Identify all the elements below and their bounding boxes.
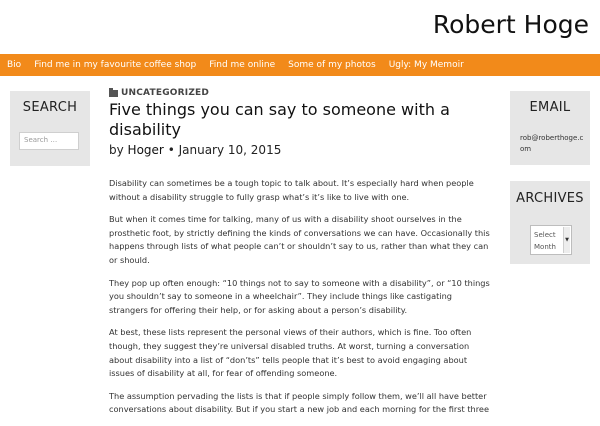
nav-item-coffee-shop[interactable]: Find me in my favourite coffee shop: [34, 60, 197, 70]
post-title: Five things you can say to someone with a disability: [109, 100, 450, 139]
email-widget-title: EMAIL: [529, 100, 571, 115]
post-paragraph: They pop up often enough: “10 things not to say to someone with a disability”, or “10 things you shouldn’t say to someone in a wheelchair”. They include things like castigating strangers for offering their help, or for asking about a person’s disability.: [109, 277, 490, 315]
nav-item-bio[interactable]: Bio: [7, 60, 22, 70]
post-paragraph: At best, these lists represent the personal views of their authors, which is fine. Too often though, they suggest they’re universal disabled truths. At worst, turning a conversation about disability into a list of “don’ts” tells people that it’s best to avoid engaging about issues of disability at all, for fear of offending someone.: [109, 327, 472, 379]
category-link[interactable]: UNCATEGORIZED: [121, 88, 210, 98]
nav-item-photos[interactable]: Some of my photos: [288, 60, 376, 70]
post-paragraph: But when it comes time for talking, many of us with a disability shoot ourselves in the prosthetic foot, by strictly defining the kinds of conversations we can have. Occasionally this happens through lists of what people can’t or shouldn’t say to us, rather than what they can or should.: [109, 214, 490, 265]
archives-widget-title: ARCHIVES: [516, 191, 584, 206]
post-header: [109, 88, 494, 157]
byline-separator: •: [167, 143, 175, 157]
main-nav: [0, 54, 600, 76]
post-paragraph: The assumption pervading the lists is that if people simply follow them, we’ll all have better conversations about disability. But if you start a new job and each morning for the first three: [109, 390, 489, 415]
post-date[interactable]: January 10, 2015: [178, 143, 282, 157]
nav-item-memoir[interactable]: Ugly: My Memoir: [388, 60, 464, 70]
folder-icon: [109, 90, 118, 97]
archive-month-select[interactable]: [530, 225, 572, 255]
archive-select-value: Select Month: [534, 231, 556, 251]
search-widget-title: SEARCH: [22, 100, 78, 115]
site-header: [0, 0, 600, 54]
post-paragraph: Disability can sometimes be a tough topic to talk about. It’s especially hard when people without a disability struggle to fully grasp what’s it’s like to live with one.: [109, 178, 474, 202]
post-byline: [109, 143, 494, 157]
search-input[interactable]: Search …: [19, 132, 79, 150]
search-widget: [10, 91, 90, 166]
dropdown-arrow-icon[interactable]: ▼: [563, 227, 570, 253]
nav-item-find-online[interactable]: Find me online: [209, 60, 276, 70]
byline-prefix: by: [109, 143, 124, 157]
post-body: [109, 177, 492, 426]
email-widget: [510, 91, 590, 165]
post-category: [109, 88, 494, 98]
author-link[interactable]: Hoger: [127, 143, 164, 157]
email-address[interactable]: rob@roberthoge.com: [520, 134, 584, 153]
site-title[interactable]: Robert Hoge: [432, 10, 589, 39]
archives-widget: [510, 181, 590, 264]
